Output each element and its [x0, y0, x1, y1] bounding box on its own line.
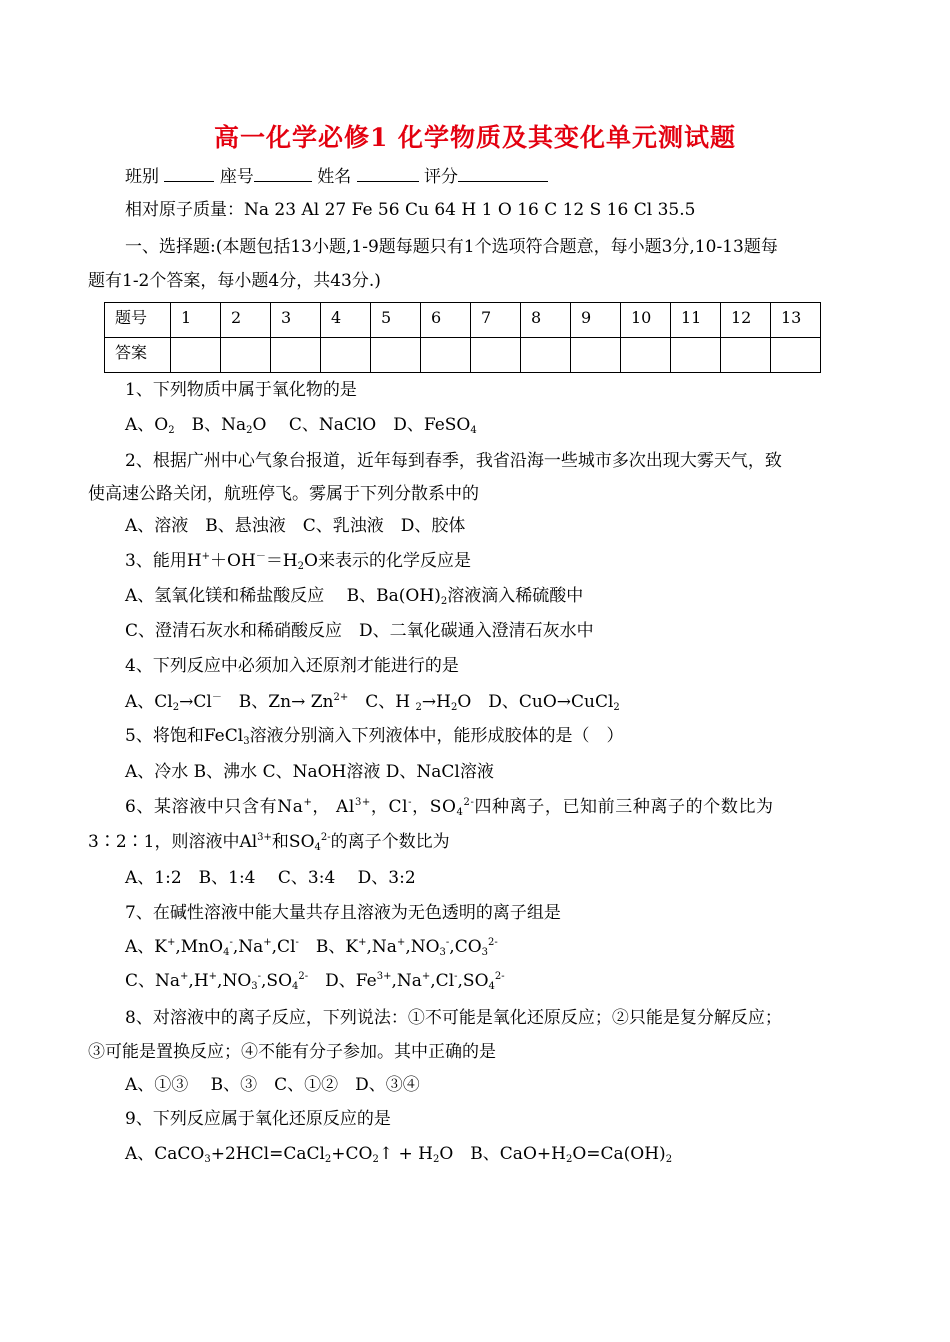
question-1-stem: 1、下列物质中属于氧化物的是 — [125, 380, 357, 400]
table-row — [105, 338, 821, 373]
page-title: 高一化学必修1 化学物质及其变化单元测试题 — [213, 123, 737, 152]
question-5-options: A、冷水 B、沸水 C、NaOH溶液 D、NaCl溶液 — [125, 762, 494, 782]
question-7-options-ab: A、K+,MnO$_4$-,Na+,Cl- B、$K^+,Na^+,NO_3^-,CO_3^{2-}$ — [125, 937, 498, 958]
answer-cell[interactable] — [671, 338, 721, 373]
question-8-stem-line2: ③可能是置换反应；④不能有分子参加。其中正确的是 — [88, 1042, 496, 1062]
answer-cell[interactable] — [471, 338, 521, 373]
question-4-options: A、$Cl_2\to Cl^-$ B、$Zn\to Zn^{2+}$ C、H $_2\to H_2O$ D、CuO→CuCl$_2$ — [125, 692, 620, 713]
score-label: 评分 — [424, 167, 459, 187]
question-5-stem: 5、将饱和FeCl$_3$溶液分别滴入下列液体中，能形成胶体的是（ ） — [125, 726, 624, 747]
score-blank[interactable] — [458, 163, 548, 182]
number-cell: 10 — [621, 303, 671, 338]
question-4-stem: 4、下列反应中必须加入还原剂才能进行的是 — [125, 656, 459, 676]
number-cell: 11 — [671, 303, 721, 338]
atomic-mass-line: 相对原子质量：Na 23 Al 27 Fe 56 Cu 64 H 1 O 16 C 12 S 16 Cl 35.5 — [125, 200, 696, 220]
number-cell: 13 — [771, 303, 821, 338]
table-header-cell: 答案 — [105, 338, 171, 373]
student-info-line — [125, 163, 548, 189]
answer-cell[interactable] — [371, 338, 421, 373]
number-cell: 3 — [271, 303, 321, 338]
question-2-stem-line1: 2、根据广州中心气象台报道，近年每到春季，我省沿海一些城市多次出现大雾天气，致 — [125, 451, 782, 471]
answer-cell[interactable] — [771, 338, 821, 373]
question-2-stem-line2: 使高速公路关闭，航班停飞。雾属于下列分散系中的 — [88, 484, 479, 504]
name-blank[interactable] — [357, 163, 419, 182]
question-3-options-ab: A、氢氧化镁和稀盐酸反应 B、$Ba(OH)_2$溶液滴入稀硫酸中 — [125, 586, 584, 607]
answer-table — [104, 302, 821, 373]
question-9-options: A、$CaCO_3+2HCl=CaCl_2+CO_2↑ + H_2O$ B、$CaO+H_2O=Ca(OH)_2$ — [125, 1144, 673, 1165]
answer-cell[interactable] — [421, 338, 471, 373]
question-6-options: A、1:2 B、1:4 C、3:4 D、3:2 — [125, 868, 416, 888]
question-2-options: A、溶液 B、悬浊液 C、乳浊液 D、胶体 — [125, 516, 466, 536]
seat-label: 座号 — [219, 167, 254, 187]
answer-cell[interactable] — [321, 338, 371, 373]
question-3-stem: 3、能用$H^++OH^-=H_2O$来表示的化学反应是 — [125, 551, 471, 572]
number-cell: 7 — [471, 303, 521, 338]
number-cell: 9 — [571, 303, 621, 338]
number-cell: 12 — [721, 303, 771, 338]
question-6-stem-line1: 6、某溶液中只含有Na+， $Al^{3+}$，Cl-，$SO_4^{2-}$四种离子，已知前三种离子的个数比为 — [125, 797, 774, 818]
class-blank[interactable] — [164, 163, 214, 182]
answer-cell[interactable] — [171, 338, 221, 373]
number-cell: 1 — [171, 303, 221, 338]
question-7-stem: 7、在碱性溶液中能大量共存且溶液为无色透明的离子组是 — [125, 903, 561, 923]
section-intro-line1: 一、选择题:(本题包括13小题,1-9题每题只有1个选项符合题意，每小题3分,10-13题每 — [125, 237, 778, 257]
table-header-cell: 题号 — [105, 303, 171, 338]
name-label: 姓名 — [317, 167, 352, 187]
question-8-options: A、①③ B、③ C、①② D、③④ — [125, 1075, 420, 1095]
question-6-stem-line2: 3∶2∶1，则溶液中$Al^{3+}$和$SO_4^{2-}$的离子个数比为 — [88, 832, 450, 853]
answer-cell[interactable] — [571, 338, 621, 373]
question-8-stem-line1: 8、对溶液中的离子反应，下列说法：①不可能是氧化还原反应；②只能是复分解反应； — [125, 1008, 782, 1028]
answer-cell[interactable] — [621, 338, 671, 373]
number-cell: 5 — [371, 303, 421, 338]
class-label: 班别 — [125, 167, 159, 187]
number-cell: 8 — [521, 303, 571, 338]
answer-cell[interactable] — [721, 338, 771, 373]
answer-cell[interactable] — [521, 338, 571, 373]
table-row — [105, 303, 821, 338]
question-7-options-cd: C、$Na^+,H^+,NO_3^-,SO_4^{2-}$ D、$Fe^{3+},Na^+,Cl^-,SO_4^{2-}$ — [125, 971, 505, 992]
seat-blank[interactable] — [254, 163, 312, 182]
number-cell: 2 — [221, 303, 271, 338]
ratio-text: 3∶2∶1，则溶液中 — [88, 832, 240, 852]
question-1-options: A、$O_2$ B、$Na_2O$ C、NaClO D、FeSO$_4$ — [125, 415, 477, 436]
question-3-options-cd: C、澄清石灰水和稀硝酸反应 D、二氧化碳通入澄清石灰水中 — [125, 621, 594, 641]
answer-cell[interactable] — [221, 338, 271, 373]
answer-cell[interactable] — [271, 338, 321, 373]
section-intro-line2: 题有1-2个答案，每小题4分，共43分.) — [88, 271, 381, 291]
number-cell: 6 — [421, 303, 471, 338]
number-cell: 4 — [321, 303, 371, 338]
question-9-stem: 9、下列反应属于氧化还原反应的是 — [125, 1109, 391, 1129]
